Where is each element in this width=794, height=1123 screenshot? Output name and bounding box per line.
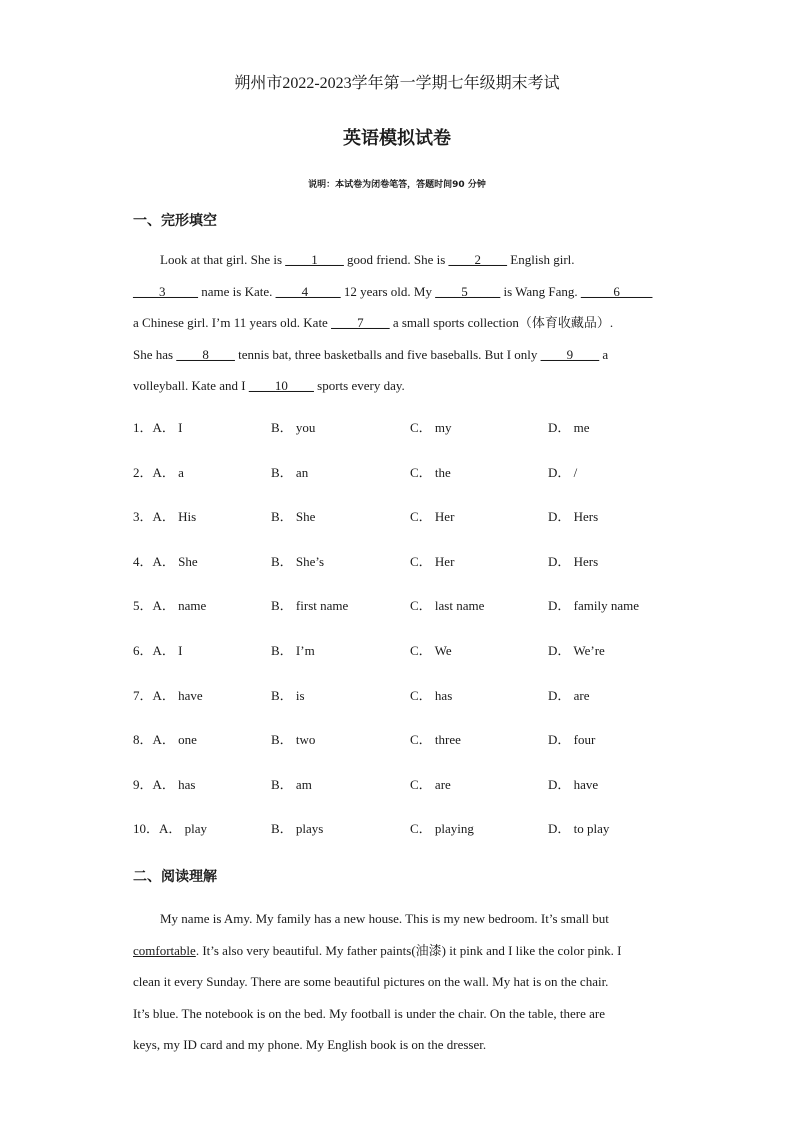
option-c: C． three: [410, 732, 461, 748]
blank-2: ____2____: [448, 252, 508, 267]
exam-note: 说明：本试卷为闭卷笔答，答题时间90 分钟: [308, 180, 486, 190]
blank-7: ____7____: [331, 315, 390, 330]
option-b: B． two: [271, 732, 316, 748]
question-options: [133, 417, 673, 863]
question-row: [133, 640, 673, 685]
exam-title: 朔州市2022-2023学年第一学期七年级期末考试: [234, 75, 560, 92]
option-b: B． you: [271, 420, 316, 435]
option-d: D． me: [548, 420, 590, 435]
blank-10: ____10____: [248, 378, 314, 393]
option-a: 5．A． name: [133, 598, 207, 614]
option-c: C． are: [410, 776, 451, 792]
question-row: [133, 729, 673, 774]
question-row: [133, 417, 673, 462]
option-d: D． have: [548, 776, 599, 792]
option-b: B． is: [271, 687, 305, 703]
section2-heading: 二、阅读理解: [133, 869, 217, 885]
blank-3: ____3_____: [133, 283, 198, 299]
question-row: [133, 818, 673, 863]
section1-heading: 一、完形填空: [133, 213, 217, 229]
blank-6: _____6_____: [580, 283, 653, 299]
blank-1: ____1____: [285, 252, 344, 267]
reading-line: It’s blue. The notebook is on the bed. My football is under the chair. On the table, there are: [133, 1005, 605, 1021]
option-c: C． Her: [410, 509, 455, 525]
option-a: 4．A． She: [133, 553, 198, 569]
option-c: C． Her: [410, 553, 455, 569]
cloze-passage: [133, 244, 663, 402]
passage-line: Look at that girl. She is ____1____ good friend. She is ____2____ English girl.: [160, 252, 575, 267]
option-b: B． She: [271, 509, 316, 525]
question-row: [133, 506, 673, 551]
option-d: D． Hers: [548, 553, 599, 569]
blank-8: ____8____: [176, 346, 235, 362]
blank-9: ____9____: [540, 346, 600, 362]
option-c: C． my: [410, 420, 452, 435]
passage-line: She has ____8____ tennis bat, three basketballs and five baseballs. But I only ____9____ a: [133, 346, 609, 362]
reading-line: My name is Amy. My family has a new house. This is my new bedroom. It’s small but: [160, 911, 609, 926]
passage-line: a Chinese girl. I’m 11 years old. Kate ____7____ a small sports collection（体育收藏品）.: [133, 315, 614, 330]
option-a: 1．A． I: [133, 420, 183, 435]
option-b: B． plays: [271, 821, 324, 837]
option-d: D． /: [548, 464, 578, 480]
option-b: B． am: [271, 776, 312, 792]
option-d: D． Hers: [548, 509, 599, 525]
question-row: [133, 774, 673, 819]
question-row: [133, 685, 673, 730]
option-a: 8．A． one: [133, 732, 197, 748]
blank-5: ____5_____: [435, 283, 501, 299]
option-b: B． She’s: [271, 553, 325, 569]
option-a: 6．A． I: [133, 642, 183, 658]
option-d: D． family name: [548, 598, 639, 614]
option-c: C． the: [410, 464, 451, 480]
option-d: D． to play: [548, 821, 610, 837]
option-c: C． last name: [410, 598, 485, 614]
option-a: 2．A． a: [133, 464, 184, 480]
reading-line: keys, my ID card and my phone. My English book is on the dresser.: [133, 1037, 487, 1052]
exam-subtitle: 英语模拟试卷: [343, 128, 451, 149]
blank-4: ____4_____: [275, 283, 341, 299]
passage-line: volleyball. Kate and I ____10____ sports every day.: [133, 378, 405, 393]
question-row: [133, 551, 673, 596]
reading-line: comfortable. It’s also very beautiful. My father paints(油漆) it pink and I like the color pink. I: [133, 942, 622, 958]
option-b: B． an: [271, 464, 309, 480]
option-d: D． are: [548, 687, 590, 703]
option-c: C． playing: [410, 821, 474, 837]
option-a: 7．A． have: [133, 687, 203, 703]
option-c: C． has: [410, 687, 453, 703]
passage-line: ____3_____ name is Kate. ____4_____ 12 years old. My ____5_____ is Wang Fang. _____6_____: [133, 283, 653, 299]
option-c: C． We: [410, 642, 452, 658]
option-d: D． We’re: [548, 642, 605, 658]
option-b: B． I’m: [271, 642, 315, 658]
question-row: [133, 462, 673, 507]
option-a: 10．A． play: [133, 821, 208, 837]
reading-passage: [133, 903, 663, 1061]
question-row: [133, 595, 673, 640]
option-d: D． four: [548, 732, 596, 748]
underlined-word: comfortable: [133, 942, 196, 958]
option-a: 9．A． has: [133, 776, 196, 792]
option-a: 3．A． His: [133, 509, 197, 525]
reading-line: clean it every Sunday. There are some beautiful pictures on the wall. My hat is on the chair.: [133, 974, 609, 989]
option-b: B． first name: [271, 598, 349, 614]
